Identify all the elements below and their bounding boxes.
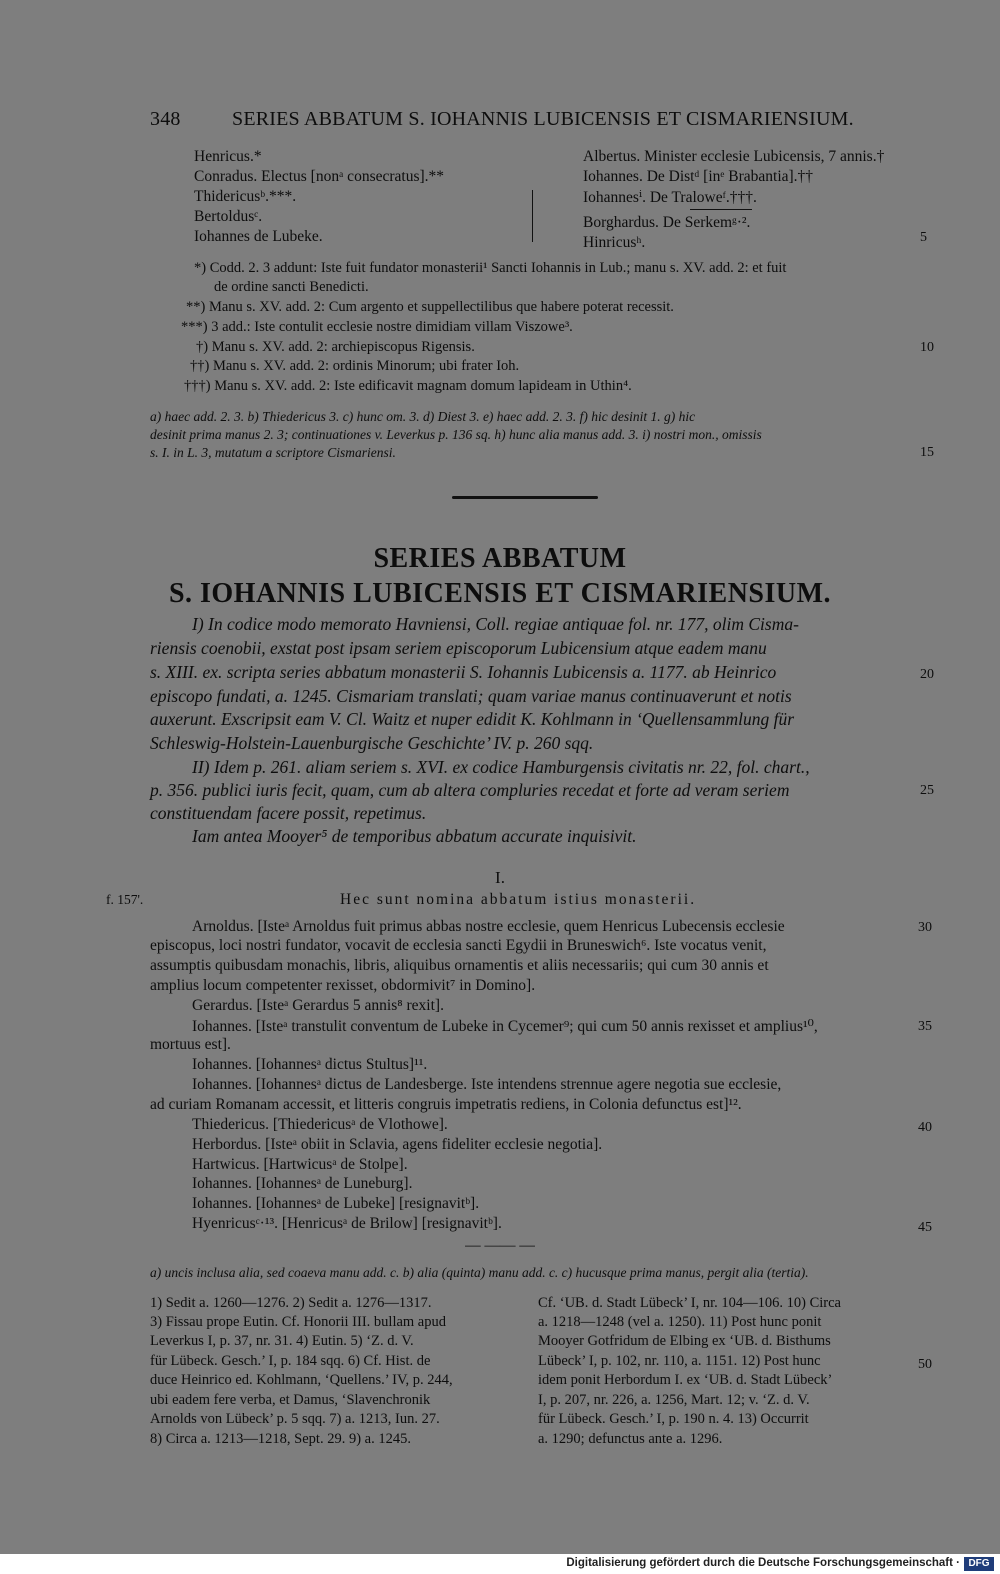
list-item: Iohannes de Lubeke. xyxy=(194,228,323,245)
body-line: mortuus est]. xyxy=(150,1036,231,1053)
line-number: 45 xyxy=(918,1220,932,1235)
rule xyxy=(690,209,752,210)
list-item: Iohannes. De Distᵈ [inᵉ Brabantia].†† xyxy=(583,168,814,185)
dfg-logo: DFG xyxy=(964,1557,994,1571)
intro-line: Iam antea Mooyer⁵ de temporibus abbatum accurate inquisivit. xyxy=(192,826,637,846)
body-line: Hartwicus. [Hartwicusᵃ de Stolpe]. xyxy=(192,1156,408,1173)
list-item: Bertoldusᶜ. xyxy=(194,208,263,225)
footnote: 1) Sedit a. 1260—1276. 2) Sedit a. 1276—1317. xyxy=(150,1295,432,1311)
running-title: SERIES ABBATUM S. IOHANNIS LUBICENSIS ET CISMARIENSIUM. xyxy=(232,108,854,130)
footnote: †††) Manu s. XV. add. 2: Iste edificavit magnam domum lapideam in Uthin⁴. xyxy=(184,378,632,394)
intro-line: Schleswig-Holstein-Lauenburgische Geschichte’ IV. p. 260 sqq. xyxy=(150,733,594,753)
footnote: a. 1290; defunctus ante a. 1296. xyxy=(538,1431,723,1447)
body-line: assumptis quibusdam monachis, libris, aliquibus ornamentis et aliis necessariis; qui cum 30 annis et xyxy=(150,957,769,974)
footnote: **) Manu s. XV. add. 2: Cum argento et suppellectilibus que habere poterat recessit. xyxy=(186,299,674,315)
body-line: Hyenricusᶜ·¹³. [Henricusᵃ de Brilow] [resignavitᵇ]. xyxy=(192,1215,502,1232)
footnote: idem ponit Herbordum I. ex ‘UB. d. Stadt Lübeck’ xyxy=(538,1372,833,1388)
body-line: Herbordus. [Isteᵃ obiit in Sclavia, agens fideliter ecclesie negotia]. xyxy=(192,1136,603,1153)
body-line: Iohannes. [Iohannesᵃ de Lubeke] [resignavitᵇ]. xyxy=(192,1195,480,1212)
intro-line: s. XIII. ex. scripta series abbatum monasterii S. Iohannis Lubicensis a. 1177. ab Heinrico xyxy=(150,662,777,682)
footnote: a. 1218—1248 (vel a. 1250). 11) Post hunc ponit xyxy=(538,1314,822,1330)
page-number: 348 xyxy=(150,108,181,130)
body-line: Thiedericus. [Thiedericusᵃ de Vlothowe]. xyxy=(192,1116,448,1133)
body-line: Arnoldus. [Isteᵃ Arnoldus fuit primus abbas nostre ecclesie, quem Henricus Lubecensis ecclesie xyxy=(192,918,785,935)
line-number: 25 xyxy=(920,783,934,798)
body-line: Iohannes. [Iohannesᵃ dictus de Landesberge. Iste intendens strennue agere negotia sue ecclesie, xyxy=(192,1076,782,1093)
body-line: Gerardus. [Isteᵃ Gerardus 5 annis⁸ rexit]. xyxy=(192,997,444,1014)
footnote: ***) 3 add.: Iste contulit ecclesie nostre dimidiam villam Viszowe³. xyxy=(181,319,573,335)
body-letter-notes: a) uncis inclusa alia, sed coaeva manu add. c. b) alia (quinta) manu add. c. c) hucusque prima manus, pergit alia (tertia). xyxy=(150,1265,809,1280)
footnote: desinit prima manus 2. 3; continuationes v. Leverkus p. 136 sq. h) hunc alia manus add. 3. i) nostri mon., omissis xyxy=(150,427,762,442)
line-number: 20 xyxy=(920,667,934,682)
intro-line: episcopo fundati, a. 1245. Cismariam translati; quam variae manus continuaverunt et notis xyxy=(150,686,792,706)
footnote: für Lübeck. Gesch.’ I, p. 184 sqq. 6) Cf. Hist. de xyxy=(150,1353,431,1369)
list-item: Hinricusʰ. xyxy=(583,234,646,251)
list-item: Henricus.* xyxy=(194,148,262,165)
intro-line: I) In codice modo memorato Havniensi, Coll. regiae antiquae fol. nr. 177, olim Cisma- xyxy=(192,614,799,634)
footnote: a) haec add. 2. 3. b) Thiedericus 3. c) hunc om. 3. d) Diest 3. e) haec add. 2. 3. f) hic desinit 1. g) hic xyxy=(150,409,696,424)
line-number: 30 xyxy=(918,920,932,935)
list-item: Thidericusᵇ.***. xyxy=(194,188,297,205)
list-item: Iohannesⁱ. De Traloweᶠ.†††. xyxy=(583,189,757,206)
dash-separator: — —— — xyxy=(465,1237,535,1254)
body-line: episcopus, loci nostri fundator, vocavit de ecclesia sancti Egydii in Bruneswich⁶. Iste vocatus venit, xyxy=(150,937,767,954)
footnote: *) Codd. 2. 3 addunt: Iste fuit fundator monasterii¹ Sancti Iohannis in Lub.; manu s. XV. add. 2: et fuit xyxy=(194,260,787,276)
intro-line: p. 356. publici iuris fecit, quam, cum ab altera compluries recedat et forte ad veram seriem xyxy=(150,780,790,800)
line-number: 5 xyxy=(920,230,927,245)
section-number: I. xyxy=(495,868,505,887)
line-number: 50 xyxy=(918,1357,932,1372)
footnote: de ordine sancti Benedicti. xyxy=(214,279,369,295)
main-title-line2: S. IOHANNIS LUBICENSIS ET CISMARIENSIUM. xyxy=(168,578,832,609)
footnote: s. I. in L. 3, mutatum a scriptore Cismariensi. xyxy=(150,445,396,460)
footer-bar xyxy=(0,1554,1000,1574)
main-title-line1: SERIES ABBATUM xyxy=(373,543,627,574)
footer-credit: Digitalisierung gefördert durch die Deutsche Forschungsgemeinschaft · xyxy=(566,1557,960,1569)
list-item: Albertus. Minister ecclesie Lubicensis, 7 annis.† xyxy=(583,148,885,165)
footnote: für Lübeck. Gesch.’ I, p. 190 n. 4. 13) Occurrit xyxy=(538,1411,809,1427)
body-line: ad curiam Romanam accessit, et litteris congruis impetratis rediens, in Colonia defunctus est]¹². xyxy=(150,1096,742,1113)
body-line: amplius locum competenter rexisset, obdormivit⁷ in Domino]. xyxy=(150,977,536,994)
column-divider xyxy=(532,190,533,242)
body-line: Iohannes. [Iohannesᵃ de Luneburg]. xyxy=(192,1175,413,1192)
intro-line: auxerunt. Exscripsit eam V. Cl. Waitz et nuper edidit K. Kohlmann in ‘Quellensammlung für xyxy=(150,709,795,729)
intro-line: constituendam facere possit, repetimus. xyxy=(150,803,427,823)
footnote: ubi eadem fere verba, et Damus, ‘Slavenchronik xyxy=(150,1392,431,1408)
section-heading: Hec sunt nomina abbatum istius monasterii. xyxy=(340,891,697,908)
intro-line: II) Idem p. 261. aliam seriem s. XVI. ex codice Hamburgensis civitatis nr. 22, fol. chart., xyxy=(192,757,810,777)
intro-line: riensis coenobii, exstat post ipsam seriem episcoporum Lubicensium atque eadem manu xyxy=(150,638,767,658)
footnote: ††) Manu s. XV. add. 2: ordinis Minorum; ubi frater Ioh. xyxy=(190,358,520,374)
line-number: 35 xyxy=(918,1019,932,1034)
footnote: Leverkus I, p. 37, nr. 31. 4) Eutin. 5) ‘Z. d. V. xyxy=(150,1333,414,1349)
footnote: †) Manu s. XV. add. 2: archiepiscopus Rigensis. xyxy=(196,339,475,355)
footnote: 3) Fissau prope Eutin. Cf. Honorii III. bullam apud xyxy=(150,1314,446,1330)
separator-ornament xyxy=(452,496,598,499)
list-item: Borghardus. De Serkemᵍ·². xyxy=(583,214,751,231)
folio-marker: f. 157'. xyxy=(106,892,144,907)
list-item: Conradus. Electus [nonᵃ consecratus].** xyxy=(194,168,445,185)
footnote: Mooyer Gotfridum de Elbing ex ‘UB. d. Bisthums xyxy=(538,1333,831,1349)
footnote: Cf. ‘UB. d. Stadt Lübeck’ I, nr. 104—106. 10) Circa xyxy=(538,1295,841,1311)
body-line: Iohannes. [Isteᵃ transtulit conventum de Lubeke in Cycemer⁹; qui cum 50 annis rexisset et amplius¹⁰, xyxy=(192,1018,818,1035)
body-line: Iohannes. [Iohannesᵃ dictus Stultus]¹¹. xyxy=(192,1056,428,1073)
footnote: duce Heinrico ed. Kohlmann, ‘Quellens.’ IV, p. 244, xyxy=(150,1372,453,1388)
footnote: Arnolds von Lübeck’ p. 5 sqq. 7) a. 1213, Iun. 27. xyxy=(150,1411,440,1427)
footnote: Lübeck’ I, p. 102, nr. 110, a. 1151. 12) Post hunc xyxy=(538,1353,821,1369)
line-number: 15 xyxy=(920,445,934,460)
footnote: I, p. 207, nr. 226, a. 1256, Mart. 12; v. ‘Z. d. V. xyxy=(538,1392,810,1408)
footnote: 8) Circa a. 1213—1218, Sept. 29. 9) a. 1245. xyxy=(150,1431,411,1447)
line-number: 10 xyxy=(920,340,934,355)
line-number: 40 xyxy=(918,1120,932,1135)
